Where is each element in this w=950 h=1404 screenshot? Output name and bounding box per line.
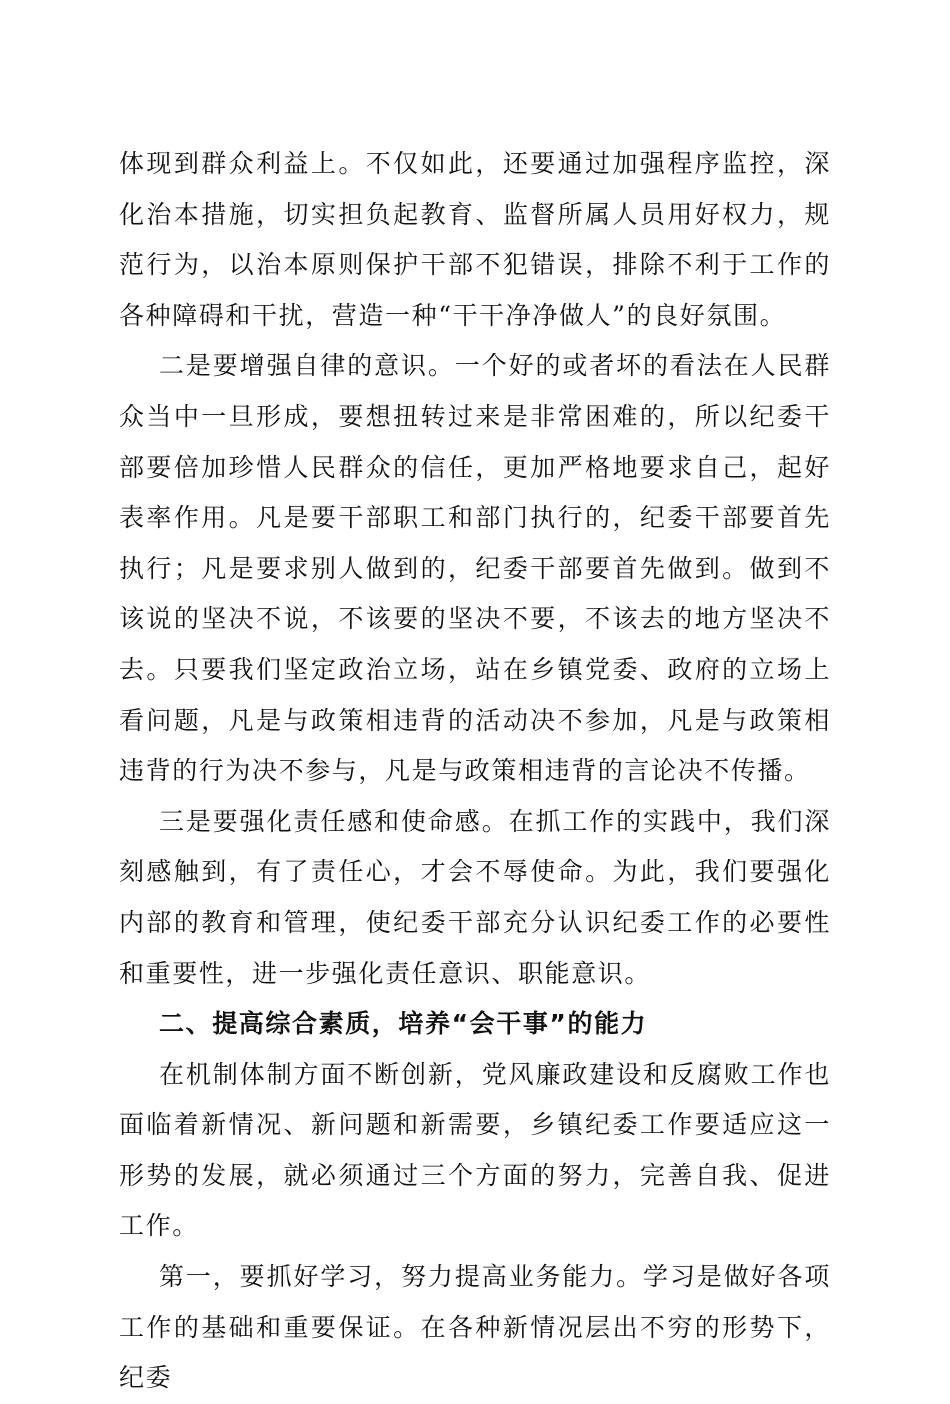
paragraph-lead: 第一，要抓好学习，努力提高业务能力。 <box>159 1262 644 1292</box>
document-body <box>119 139 831 1404</box>
paragraph-lead: 三是要强化责任感和使命感。 <box>159 806 509 836</box>
paragraph-responsibility <box>119 797 831 999</box>
paragraph-continuation <box>119 139 831 341</box>
paragraph-text: 学习是做好各项工作的基础和重要保证。在各种新情况层出不穷的形势下，纪委 <box>119 1262 831 1393</box>
section-heading: 二、提高综合素质，培养“会干事”的能力 <box>159 1009 648 1039</box>
paragraph-text: 在抓工作的实践中，我们深刻感触到，有了责任心，才会不辱使命。为此，我们要强化内部的教育和管理，使纪委干部充分认识纪委工作的必要性和重要性，进一步强化责任意识、职能意识。 <box>119 806 831 988</box>
paragraph-self-discipline <box>119 341 831 796</box>
paragraph-mechanism <box>119 1050 831 1252</box>
paragraph-first-study <box>119 1252 831 1404</box>
paragraph-text: 一个好的或者坏的看法在人民群众当中一旦形成，要想扭转过来是非常困难的，所以纪委干部要倍加珍惜人民群众的信任，更加严格地要求自己，起好表率作用。凡是要干部职工和部门执行的，纪委干部要首先执行；凡是要求别人做到的，纪委干部要首先做到。做到不该说的坚决不说，不该要的坚决不要，不该去的地方坚决不去。只要我们坚定政治立场，站在乡镇党委、政府的立场上看问题，凡是与政策相违背的活动决不参加，凡是与政策相违背的行为决不参与，凡是与政策相违背的言论决不传播。 <box>119 351 831 786</box>
paragraph-text: 体现到群众利益上。不仅如此，还要通过加强程序监控，深化治本措施，切实担负起教育、监督所属人员用好权力，规范行为，以治本原则保护干部不犯错误，排除不利于工作的各种障碍和干扰，营造一种“干干净净做人”的良好氛围。 <box>119 149 831 330</box>
paragraph-text: 在机制体制方面不断创新，党风廉政建设和反腐败工作也面临着新情况、新问题和新需要，乡镇纪委工作要适应这一形势的发展，就必须通过三个方面的努力，完善自我、促进工作。 <box>119 1059 831 1241</box>
paragraph-lead: 二是要增强自律的意识。 <box>159 351 455 381</box>
